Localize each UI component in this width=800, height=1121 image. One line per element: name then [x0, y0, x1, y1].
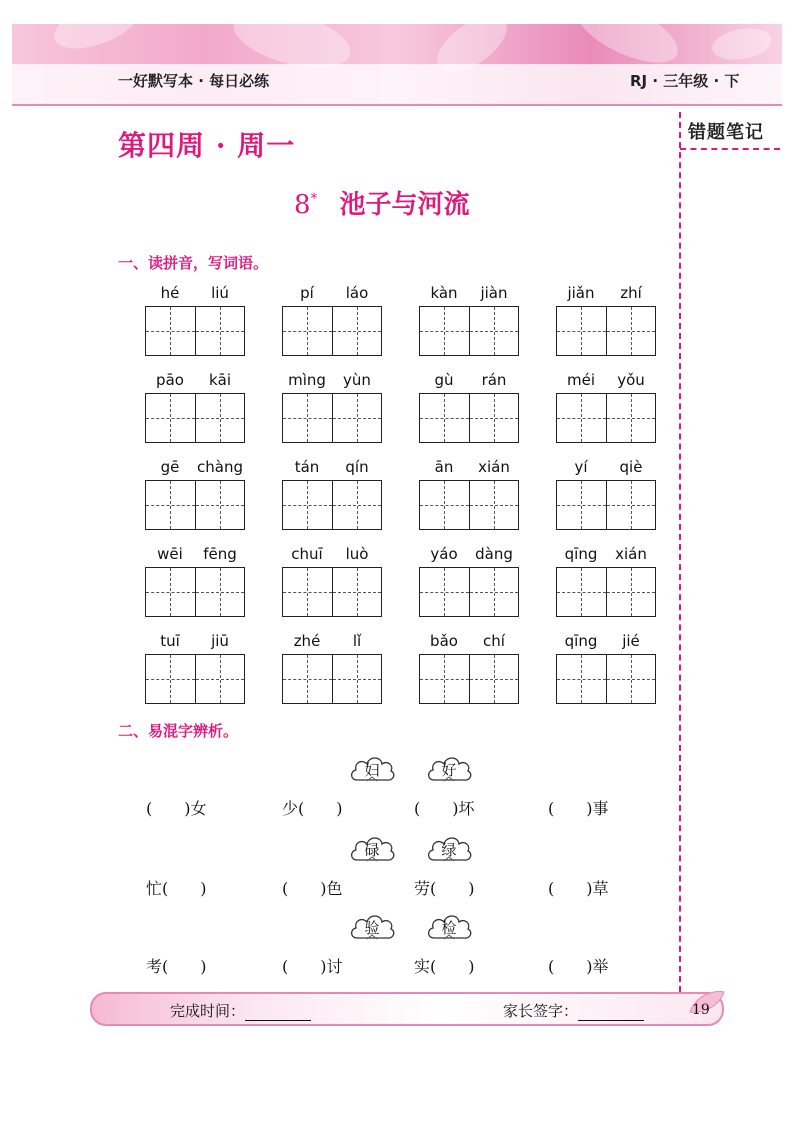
tianzige-cell[interactable]: [420, 394, 469, 442]
tianzige-cell[interactable]: [283, 307, 332, 355]
tianzige-cell[interactable]: [146, 394, 195, 442]
pinyin: [282, 632, 382, 652]
pinyin-syllable: kàn: [430, 284, 458, 302]
character-cloud-badge: [426, 912, 472, 944]
pinyin: [419, 284, 519, 304]
tianzige-cell[interactable]: [469, 481, 519, 529]
tianzige-cell[interactable]: [195, 394, 245, 442]
pinyin-syllable: méi: [566, 371, 595, 389]
tianzige-cell[interactable]: [283, 481, 332, 529]
tianzige-cell[interactable]: [557, 394, 606, 442]
tianzige-cell[interactable]: [469, 655, 519, 703]
completion-time-field[interactable]: [245, 1006, 311, 1021]
pinyin-syllable: yáo: [430, 545, 458, 563]
tianzige-cell[interactable]: [283, 655, 332, 703]
confusable-char: 好: [441, 761, 457, 779]
pinyin-syllable: kāi: [208, 371, 232, 389]
pinyin-syllable: gē: [160, 458, 180, 476]
writing-boxes: [556, 654, 656, 704]
tianzige-cell[interactable]: [332, 394, 382, 442]
character-cloud-badge: [426, 834, 472, 866]
pinyin: [282, 458, 382, 478]
parent-signature-field[interactable]: [578, 1006, 644, 1021]
tianzige-cell[interactable]: [469, 568, 519, 616]
pinyin-syllable: jié: [622, 632, 640, 650]
pinyin-syllable: qīng: [564, 545, 598, 563]
writing-boxes: [145, 480, 245, 530]
grade-label: RJ · 三年级 · 下: [630, 72, 740, 90]
pinyin-syllable: yí: [574, 458, 588, 476]
pinyin-syllable: chàng: [197, 458, 243, 476]
pinyin: [556, 371, 656, 391]
tianzige-cell[interactable]: [146, 307, 195, 355]
pinyin: [556, 284, 656, 304]
fill-blank-item[interactable]: 考( ): [146, 957, 207, 976]
pinyin-syllable: zhí: [620, 284, 642, 302]
pinyin: [145, 545, 245, 565]
parent-signature: [503, 1000, 644, 1021]
pinyin: [282, 545, 382, 565]
writing-boxes: [145, 393, 245, 443]
completion-time-label: 完成时间：: [170, 1002, 246, 1020]
character-cloud-badge: [349, 834, 395, 866]
pinyin-syllable: lǐ: [352, 632, 362, 650]
pinyin-syllable: xián: [615, 545, 647, 563]
confusable-char: 碌: [364, 841, 380, 859]
week-title: 第四周 · 周一: [118, 129, 296, 162]
section1-title: 一、读拼音，写词语。: [118, 254, 269, 272]
tianzige-cell[interactable]: [557, 307, 606, 355]
notes-divider: [680, 148, 780, 150]
tianzige-cell[interactable]: [332, 655, 382, 703]
lesson-number: 8: [294, 190, 311, 220]
confusable-char: 妇: [364, 761, 380, 779]
fill-blank-item[interactable]: ( )女: [146, 799, 207, 818]
pinyin: [282, 371, 382, 391]
tianzige-cell[interactable]: [283, 568, 332, 616]
pinyin-syllable: láo: [345, 284, 369, 302]
tianzige-cell[interactable]: [195, 307, 245, 355]
pinyin-syllable: chuī: [291, 545, 323, 563]
tianzige-cell[interactable]: [195, 481, 245, 529]
writing-boxes: [282, 480, 382, 530]
pinyin: [145, 632, 245, 652]
pinyin: [556, 632, 656, 652]
tianzige-cell[interactable]: [146, 481, 195, 529]
tianzige-cell[interactable]: [606, 481, 656, 529]
pinyin-syllable: dàng: [475, 545, 513, 563]
writing-boxes: [419, 306, 519, 356]
writing-boxes: [282, 306, 382, 356]
fill-blank-item[interactable]: 劳( ): [414, 879, 475, 898]
fill-blank-item[interactable]: ( )色: [282, 879, 343, 898]
writing-boxes: [556, 480, 656, 530]
section2-title: 二、易混字辨析。: [118, 722, 239, 740]
pinyin: [282, 284, 382, 304]
pinyin-syllable: wēi: [157, 545, 183, 563]
pinyin: [556, 545, 656, 565]
tianzige-cell[interactable]: [420, 655, 469, 703]
tianzige-cell[interactable]: [195, 655, 245, 703]
completion-time: [170, 1000, 311, 1021]
margin-divider: [679, 112, 681, 992]
character-cloud-badge: [349, 912, 395, 944]
pinyin: [419, 545, 519, 565]
tianzige-cell[interactable]: [557, 568, 606, 616]
tianzige-cell[interactable]: [606, 568, 656, 616]
pinyin-syllable: tuī: [160, 632, 180, 650]
writing-boxes: [282, 654, 382, 704]
confusable-char: 验: [364, 919, 380, 937]
lesson-title: 池子与河流: [339, 190, 470, 220]
page-number: 19: [692, 1002, 710, 1018]
pinyin-syllable: qín: [345, 458, 369, 476]
pinyin-syllable: gù: [434, 371, 454, 389]
lesson-title-block: [294, 184, 470, 221]
pinyin-syllable: liú: [211, 284, 229, 302]
pinyin-syllable: bǎo: [430, 632, 458, 650]
character-cloud-badge: [349, 754, 395, 786]
writing-boxes: [419, 393, 519, 443]
tianzige-cell[interactable]: [606, 307, 656, 355]
pinyin-syllable: rán: [481, 371, 507, 389]
pinyin-syllable: hé: [160, 284, 180, 302]
writing-boxes: [556, 393, 656, 443]
pinyin-syllable: jiǎn: [567, 284, 595, 302]
tianzige-cell[interactable]: [195, 568, 245, 616]
tianzige-cell[interactable]: [469, 307, 519, 355]
tianzige-cell[interactable]: [332, 481, 382, 529]
pinyin: [145, 371, 245, 391]
pinyin: [419, 632, 519, 652]
fill-blank-item[interactable]: ( )坏: [414, 799, 475, 818]
pinyin-syllable: qiè: [619, 458, 643, 476]
tianzige-cell[interactable]: [332, 307, 382, 355]
pinyin-syllable: mìng: [288, 371, 326, 389]
pinyin-syllable: yǒu: [617, 371, 645, 389]
pinyin-syllable: yùn: [343, 371, 371, 389]
fill-blank-item[interactable]: ( )草: [548, 879, 609, 898]
writing-boxes: [145, 654, 245, 704]
pinyin-syllable: pí: [300, 284, 314, 302]
pinyin-syllable: tán: [294, 458, 320, 476]
writing-boxes: [419, 480, 519, 530]
brand-title: 一好默写本 · 每日必练: [118, 72, 270, 90]
writing-boxes: [145, 306, 245, 356]
pinyin: [556, 458, 656, 478]
writing-boxes: [145, 567, 245, 617]
tianzige-cell[interactable]: [420, 568, 469, 616]
pinyin: [145, 284, 245, 304]
pinyin-syllable: xián: [478, 458, 510, 476]
fill-blank-item[interactable]: ( )举: [548, 957, 609, 976]
fill-blank-item[interactable]: 实( ): [414, 957, 475, 976]
pinyin-syllable: fēng: [203, 545, 237, 563]
writing-boxes: [419, 654, 519, 704]
pinyin-syllable: jiàn: [480, 284, 508, 302]
pinyin-syllable: jiū: [211, 632, 229, 650]
pinyin: [419, 371, 519, 391]
confusable-char: 绿: [441, 841, 457, 859]
tianzige-cell[interactable]: [557, 655, 606, 703]
parent-signature-label: 家长签字：: [503, 1002, 579, 1020]
pinyin-syllable: luò: [345, 545, 369, 563]
writing-boxes: [556, 567, 656, 617]
tianzige-cell[interactable]: [332, 568, 382, 616]
pinyin: [145, 458, 245, 478]
fill-blank-item[interactable]: ( )事: [548, 799, 609, 818]
writing-boxes: [282, 393, 382, 443]
pinyin-syllable: zhé: [293, 632, 321, 650]
fill-blank-item[interactable]: 少( ): [282, 799, 343, 818]
pinyin-syllable: ān: [434, 458, 454, 476]
tianzige-cell[interactable]: [606, 655, 656, 703]
tianzige-cell[interactable]: [146, 568, 195, 616]
tianzige-cell[interactable]: [420, 481, 469, 529]
pinyin: [419, 458, 519, 478]
fill-blank-item[interactable]: 忙( ): [146, 879, 207, 898]
pinyin-syllable: pāo: [156, 371, 184, 389]
notes-title: 错题笔记: [688, 122, 764, 143]
character-cloud-badge: [426, 754, 472, 786]
pinyin-syllable: chí: [483, 632, 505, 650]
tianzige-cell[interactable]: [557, 481, 606, 529]
tianzige-cell[interactable]: [283, 394, 332, 442]
writing-boxes: [419, 567, 519, 617]
writing-boxes: [282, 567, 382, 617]
tianzige-cell[interactable]: [469, 394, 519, 442]
writing-boxes: [556, 306, 656, 356]
pinyin-syllable: qīng: [564, 632, 598, 650]
lesson-star: *: [310, 191, 318, 208]
fill-blank-item[interactable]: ( )讨: [282, 957, 343, 976]
confusable-char: 检: [441, 919, 457, 937]
tianzige-cell[interactable]: [420, 307, 469, 355]
tianzige-cell[interactable]: [146, 655, 195, 703]
tianzige-cell[interactable]: [606, 394, 656, 442]
